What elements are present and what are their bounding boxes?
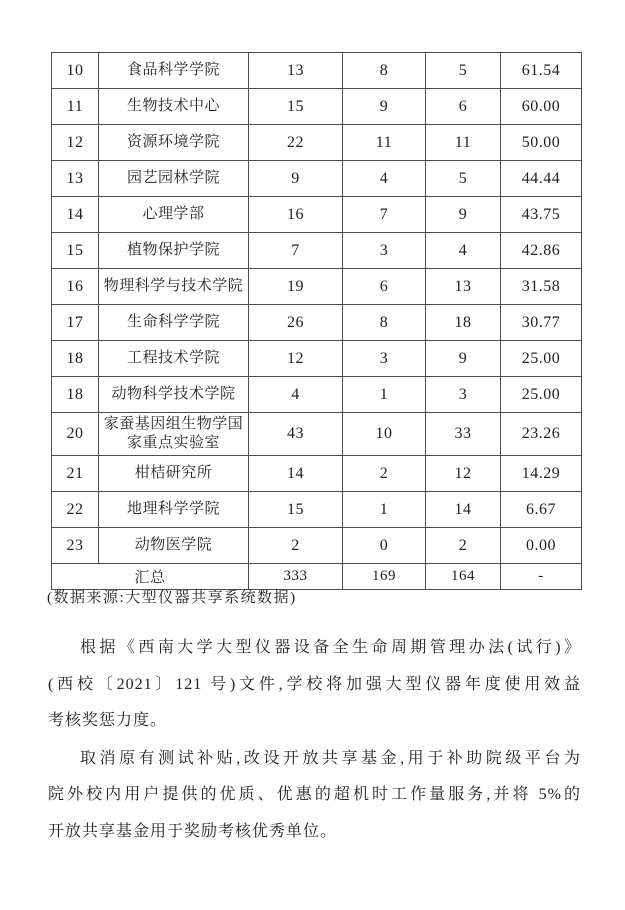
value-cell: 11 [426,125,501,161]
unit-name-cell: 地理科学学院 [99,492,249,528]
table-row [52,89,582,125]
unit-name-cell: 物理科学与技术学院 [99,269,249,305]
rank-cell: 15 [52,233,99,269]
paragraph-line: 根据《西南大学大型仪器设备全生命周期管理办法(试行)》 [80,639,581,656]
unit-name-cell: 植物保护学院 [99,233,249,269]
rank-cell: 20 [52,413,99,456]
value-cell: 15 [249,89,343,125]
summary-label-cell: 汇总 [52,564,249,590]
rate-cell: 42.86 [501,233,582,269]
table-row [52,197,582,233]
unit-name-cell: 资源环境学院 [99,125,249,161]
unit-name-cell: 柑桔研究所 [99,456,249,492]
rate-cell: 60.00 [501,89,582,125]
unit-name-cell: 工程技术学院 [99,341,249,377]
value-cell: 18 [426,305,501,341]
value-cell: 4 [426,233,501,269]
data-source-caption: (数据来源:大型仪器共享系统数据) [47,590,297,606]
table-row [52,305,582,341]
table-row [52,341,582,377]
rate-cell: 0.00 [501,528,582,564]
value-cell: 2 [426,528,501,564]
value-cell: 9 [249,161,343,197]
value-cell: 1 [343,377,426,413]
value-cell: 16 [249,197,343,233]
value-cell: 26 [249,305,343,341]
instrument-usage-table [51,52,582,590]
rate-cell: 43.75 [501,197,582,233]
value-cell: 5 [426,161,501,197]
rank-cell: 21 [52,456,99,492]
rank-cell: 16 [52,269,99,305]
value-cell: 33 [426,413,501,456]
value-cell: 14 [249,456,343,492]
rate-cell: 61.54 [501,53,582,89]
value-cell: 3 [343,233,426,269]
rank-cell: 14 [52,197,99,233]
value-cell: 43 [249,413,343,456]
value-cell: 10 [343,413,426,456]
rank-cell: 22 [52,492,99,528]
value-cell: 7 [249,233,343,269]
value-cell: 15 [249,492,343,528]
rank-cell: 18 [52,377,99,413]
value-cell: 12 [426,456,501,492]
value-cell: 0 [343,528,426,564]
value-cell: 4 [249,377,343,413]
table-row [52,528,582,564]
summary-value-cell: 169 [343,564,426,590]
value-cell: 19 [249,269,343,305]
value-cell: 13 [426,269,501,305]
value-cell: 2 [343,456,426,492]
table-row [52,53,582,89]
rank-cell: 17 [52,305,99,341]
value-cell: 1 [343,492,426,528]
summary-rate-cell: - [501,564,582,590]
value-cell: 2 [249,528,343,564]
unit-name-cell: 园艺园林学院 [99,161,249,197]
rank-cell: 11 [52,89,99,125]
table-row [52,161,582,197]
rate-cell: 44.44 [501,161,582,197]
paragraph-line: (西校〔2021〕121 号)文件,学校将加强大型仪器年度使用效益 [48,675,581,693]
rank-cell: 10 [52,53,99,89]
table-row [52,377,582,413]
value-cell: 3 [343,341,426,377]
rate-cell: 25.00 [501,341,582,377]
rate-cell: 25.00 [501,377,582,413]
unit-name-cell: 心理学部 [99,197,249,233]
unit-name-cell: 家蚕基因组生物学国家重点实验室 [99,413,249,456]
value-cell: 5 [426,53,501,89]
value-cell: 8 [343,305,426,341]
rate-cell: 31.58 [501,269,582,305]
rate-cell: 30.77 [501,305,582,341]
rate-cell: 23.26 [501,413,582,456]
unit-name-cell: 生物技术中心 [99,89,249,125]
rank-cell: 23 [52,528,99,564]
rate-cell: 50.00 [501,125,582,161]
paragraph-line: 考核奖惩力度。 [48,712,168,729]
table-row [52,456,582,492]
value-cell: 4 [343,161,426,197]
rank-cell: 13 [52,161,99,197]
unit-name-cell: 生命科学学院 [99,305,249,341]
unit-name-cell: 食品科学学院 [99,53,249,89]
value-cell: 12 [249,341,343,377]
summary-value-cell: 164 [426,564,501,590]
paragraph-line: 院外校内用户提供的优质、优惠的超机时工作量服务,并将 5%的 [48,786,581,803]
value-cell: 22 [249,125,343,161]
value-cell: 9 [426,341,501,377]
unit-name-cell: 动物医学院 [99,528,249,564]
paragraph-line: 取消原有测试补贴,改设开放共享基金,用于补助院级平台为 [80,749,581,767]
value-cell: 14 [426,492,501,528]
body-text [48,630,581,850]
value-cell: 9 [343,89,426,125]
table-row [52,413,582,456]
paragraph-line: 开放共享基金用于奖励考核优秀单位。 [48,822,338,840]
value-cell: 13 [249,53,343,89]
value-cell: 9 [426,197,501,233]
value-cell: 8 [343,53,426,89]
rank-cell: 12 [52,125,99,161]
rate-cell: 6.67 [501,492,582,528]
rank-cell: 18 [52,341,99,377]
value-cell: 6 [343,269,426,305]
value-cell: 6 [426,89,501,125]
unit-name-cell: 动物科学技术学院 [99,377,249,413]
paragraph [48,630,581,740]
table-row [52,492,582,528]
value-cell: 11 [343,125,426,161]
table-row [52,233,582,269]
value-cell: 7 [343,197,426,233]
value-cell: 3 [426,377,501,413]
table-row [52,269,582,305]
summary-value-cell: 333 [249,564,343,590]
table-row [52,125,582,161]
rate-cell: 14.29 [501,456,582,492]
paragraph [48,741,581,851]
